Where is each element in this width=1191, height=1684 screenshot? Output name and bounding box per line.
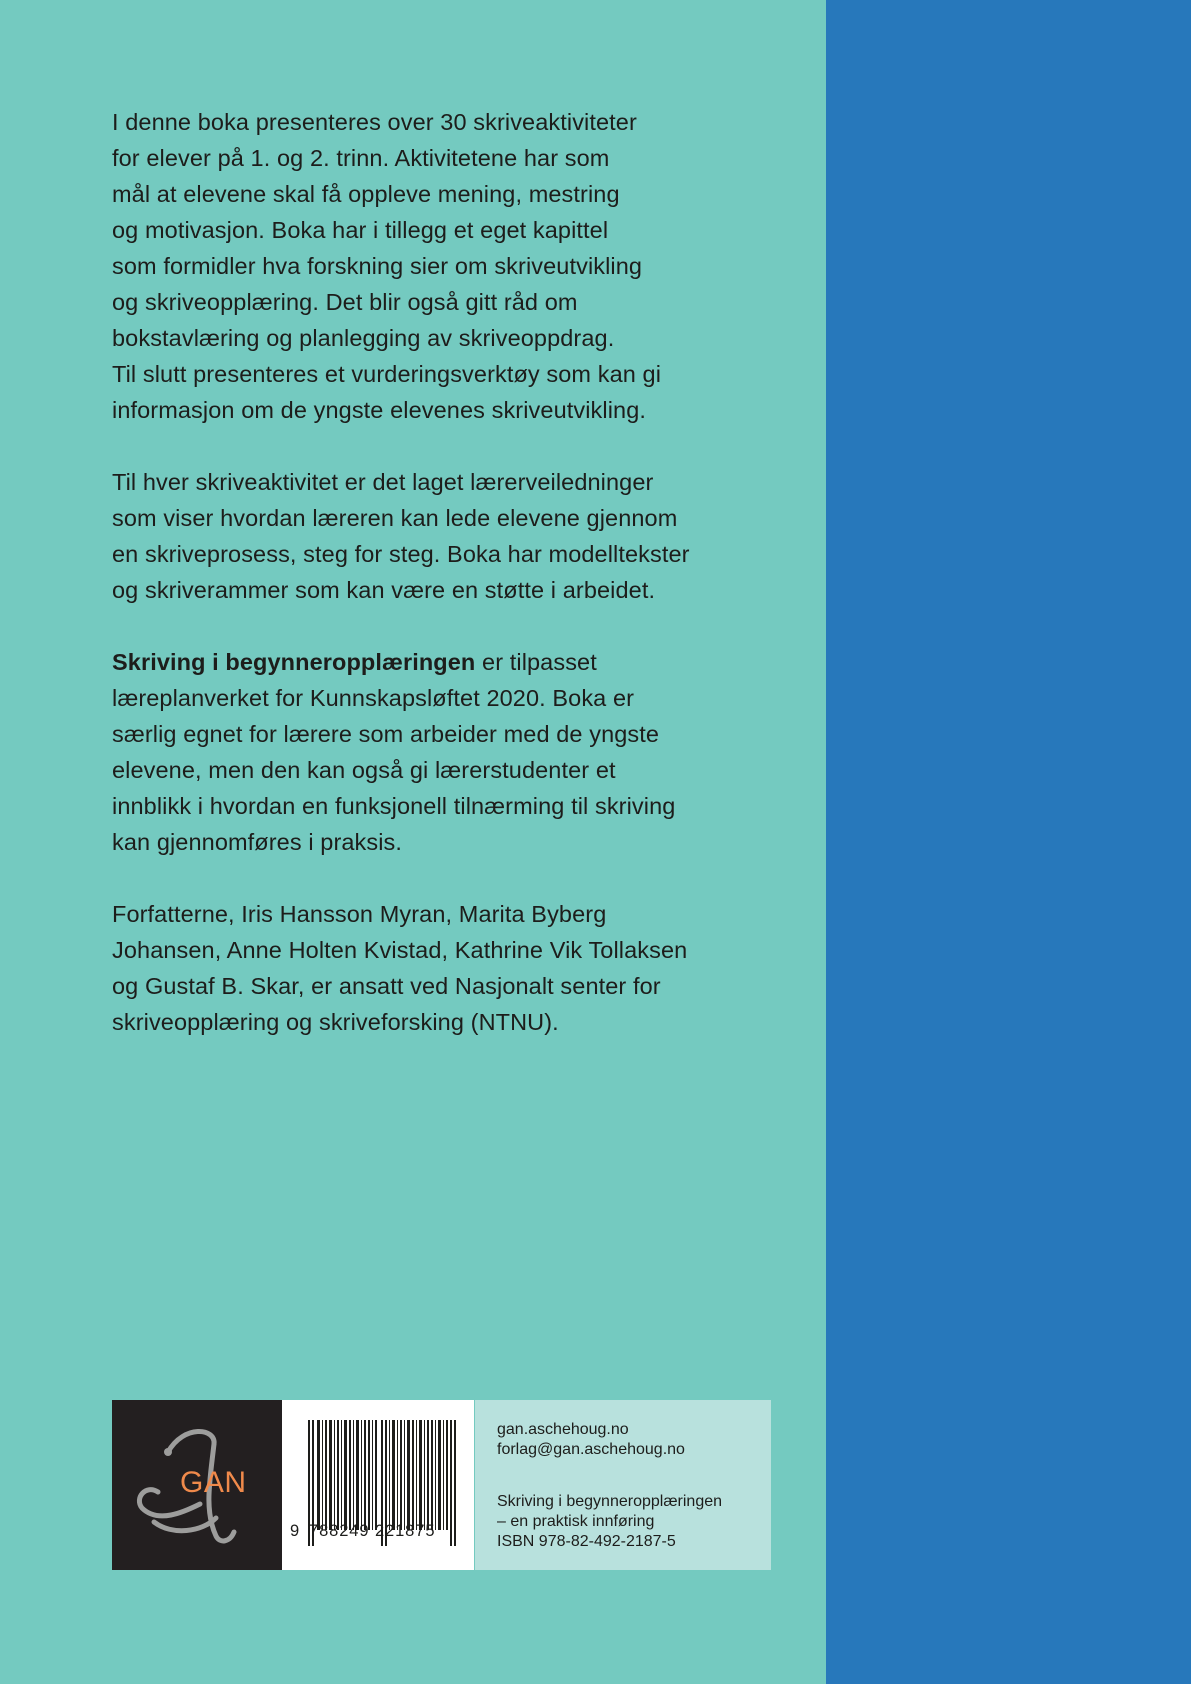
text-line: kan gjennomføres i praksis. (112, 829, 403, 855)
text-line: elevene, men den kan også gi lærerstudenter et (112, 757, 616, 783)
book-title-bold: Skriving i begynneropplæringen (112, 649, 476, 675)
text-line: Til slutt presenteres et vurderingsverktøy som kan gi (112, 361, 662, 387)
text-line: og Gustaf B. Skar, er ansatt ved Nasjonalt senter for (112, 973, 661, 999)
publisher-logo (112, 1400, 282, 1570)
text-line: I denne boka presenteres over 30 skriveaktiviteter (112, 109, 637, 135)
text-line: mål at elevene skal få oppleve mening, mestring (112, 181, 620, 207)
text-line: særlig egnet for lærere som arbeider med de yngste (112, 721, 660, 747)
info-spacer (497, 1460, 722, 1492)
text-line: som formidler hva forskning sier om skriveutvikling (112, 253, 643, 279)
paragraph-intro (112, 104, 752, 428)
text-line: for elever på 1. og 2. trinn. Aktivitetene har som (112, 145, 610, 171)
barcode-digit-first: 9 (290, 1522, 300, 1540)
publisher-info-text (497, 1420, 722, 1552)
text-line: Johansen, Anne Holten Kvistad, Kathrine Vik Tollaksen (112, 937, 688, 963)
text-line: Forfatterne, Iris Hansson Myran, Marita Byberg (112, 901, 607, 927)
paragraph-teacher-guides (112, 464, 752, 608)
back-cover-text (112, 104, 752, 1076)
text-line: som viser hvordan læreren kan lede elevene gjennom (112, 505, 678, 531)
text-line (112, 644, 752, 680)
cover-footer (112, 1400, 771, 1570)
text-line: en skriveprosess, steg for steg. Boka har modelltekster (112, 541, 690, 567)
text-line: skriveopplæring og skriveforsking (NTNU). (112, 1009, 559, 1035)
barcode-icon (282, 1400, 474, 1570)
book-title: Skriving i begynneropplæringen (497, 1493, 723, 1510)
text-line: Til hver skriveaktivitet er det laget lærerveiledninger (112, 469, 654, 495)
spine-band (826, 0, 1191, 1684)
publisher-email: forlag@gan.aschehoug.no (497, 1441, 685, 1458)
publisher-info (475, 1400, 771, 1570)
text-line: innblikk i hvordan en funksjonell tilnærming til skriving (112, 793, 676, 819)
isbn: ISBN 978-82-492-2187-5 (497, 1533, 676, 1550)
barcode-digits-rest: 788249 221875 (309, 1522, 436, 1540)
paragraph-authors (112, 896, 752, 1040)
book-subtitle: – en praktisk innføring (497, 1513, 655, 1530)
barcode-number (282, 1522, 474, 1544)
text-fragment: er tilpasset (475, 649, 597, 675)
paragraph-curriculum (112, 644, 752, 860)
text-line: læreplanverket for Kunnskapsløftet 2020. Boka er (112, 685, 635, 711)
text-line: informasjon om de yngste elevenes skriveutvikling. (112, 397, 647, 423)
logo-text: GAN (180, 1466, 247, 1499)
text-line: og skriverammer som kan være en støtte i arbeidet. (112, 577, 656, 603)
isbn-barcode (282, 1400, 474, 1570)
text-line: bokstavlæring og planlegging av skriveoppdrag. (112, 325, 615, 351)
text-line: og skriveopplæring. Det blir også gitt råd om (112, 289, 578, 315)
publisher-website: gan.aschehoug.no (497, 1421, 629, 1438)
text-line: og motivasjon. Boka har i tillegg et eget kapittel (112, 217, 609, 243)
